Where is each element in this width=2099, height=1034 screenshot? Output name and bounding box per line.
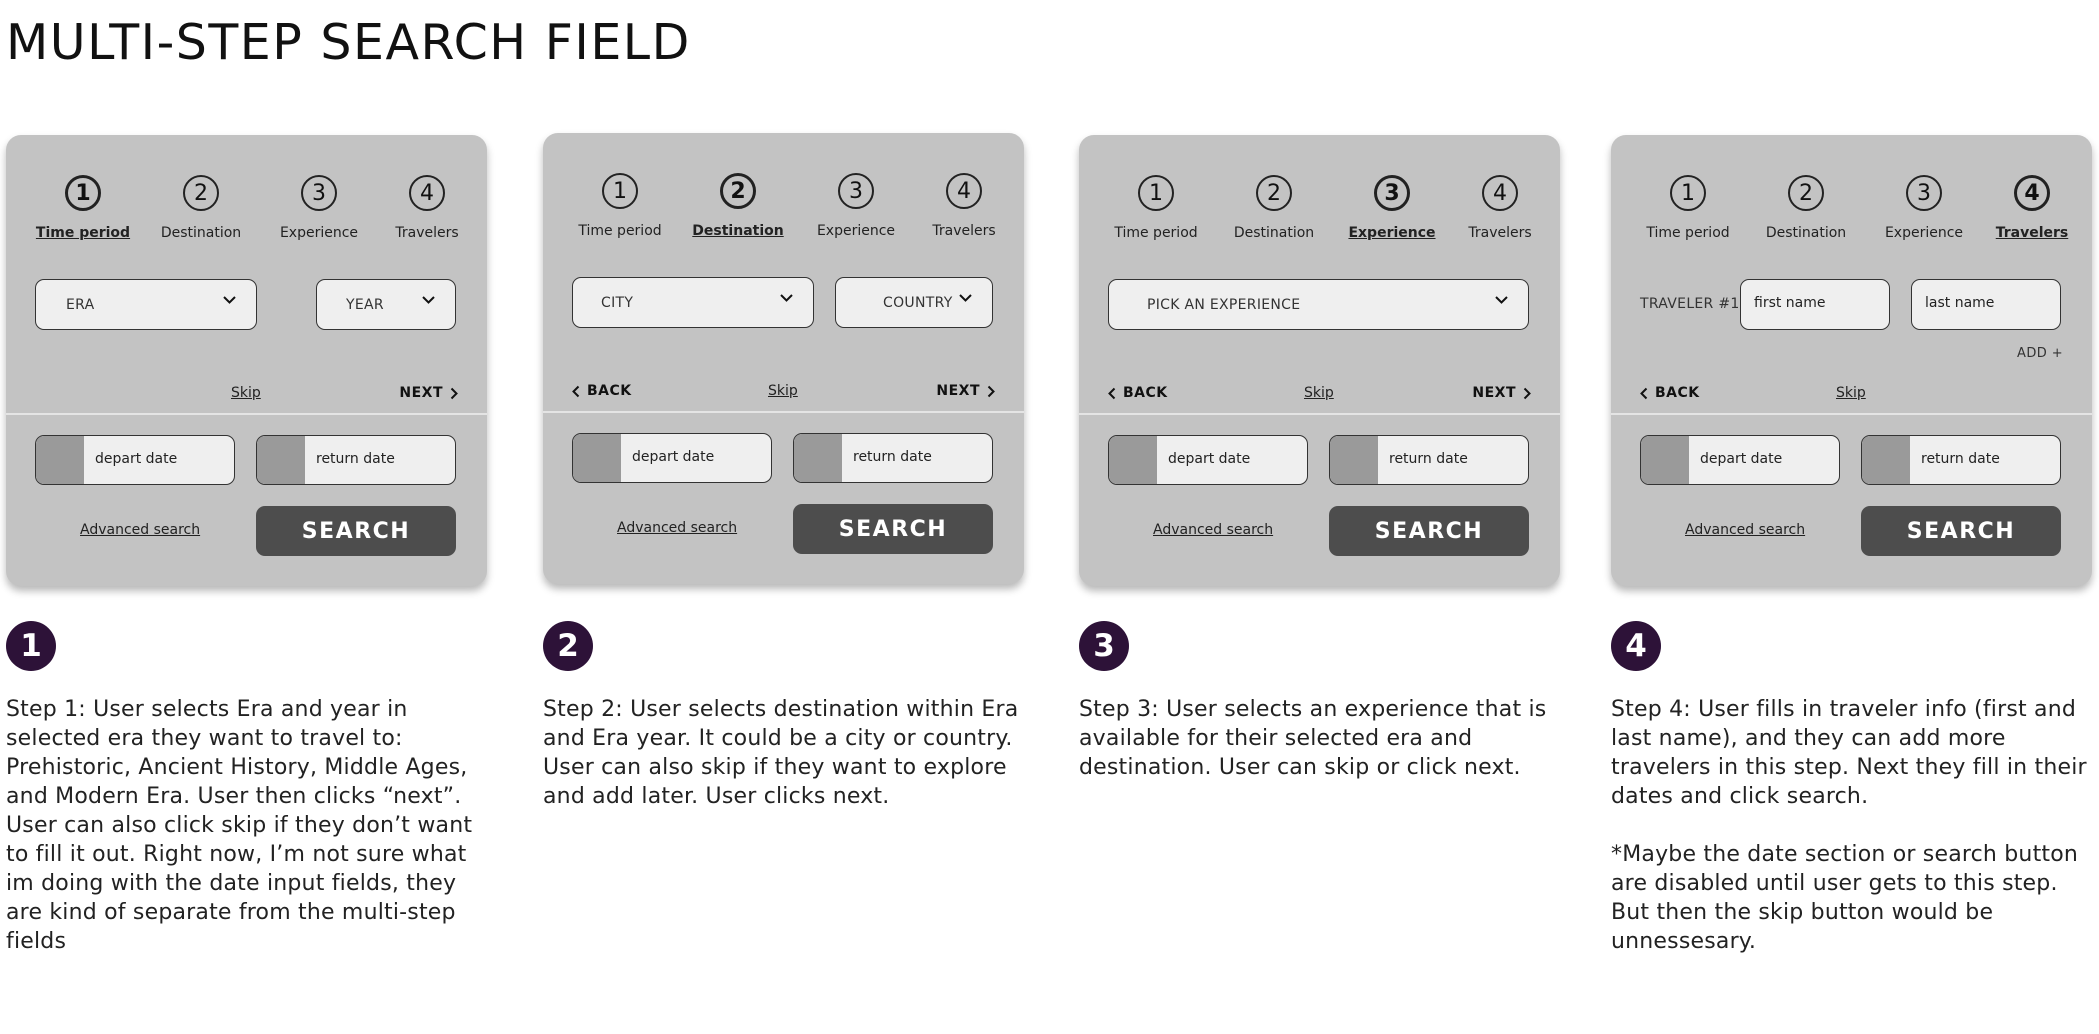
skip-link[interactable]: Skip (1836, 385, 1866, 401)
chevron-left-icon (572, 385, 580, 398)
step-number: 2 (183, 175, 219, 211)
page-title: MULTI-STEP SEARCH FIELD (6, 14, 691, 71)
city-select-value: CITY (601, 294, 634, 311)
skip-link[interactable]: Skip (231, 385, 261, 401)
step-number: 1 (602, 173, 638, 209)
step-number: 2 (1256, 175, 1292, 211)
depart-date-field[interactable] (572, 433, 772, 483)
step-label: Time period (578, 223, 662, 239)
step-label: Destination (1233, 225, 1315, 241)
next-button[interactable] (936, 383, 995, 399)
step-travelers[interactable] (1967, 175, 2097, 241)
chevron-down-icon (1495, 295, 1508, 305)
step-number: 1 (65, 175, 101, 211)
return-date-field[interactable] (256, 435, 456, 485)
step-number: 4 (1482, 175, 1518, 211)
advanced-search-link[interactable]: Advanced search (80, 522, 201, 538)
next-button[interactable] (1472, 385, 1531, 401)
year-select-value: YEAR (346, 296, 384, 313)
return-date-placeholder: return date (1389, 451, 1468, 467)
divider (1079, 413, 1560, 415)
step-label: Time period (35, 225, 131, 241)
step-label: Time period (1646, 225, 1730, 241)
step-label: Travelers (395, 225, 459, 241)
step-badge-4: 4 (1611, 621, 1661, 671)
calendar-swatch (257, 436, 305, 484)
next-label: NEXT (399, 385, 443, 401)
step-destination[interactable] (1741, 175, 1871, 241)
step-label: Travelers (932, 223, 996, 239)
search-card-step-1 (6, 135, 487, 586)
step-travelers[interactable] (1435, 175, 1565, 241)
back-label: BACK (587, 383, 632, 399)
era-select[interactable] (35, 279, 257, 330)
divider (6, 413, 487, 415)
calendar-swatch (1862, 436, 1910, 484)
step-badge-3: 3 (1079, 621, 1129, 671)
return-date-placeholder: return date (853, 449, 932, 465)
step-number: 4 (409, 175, 445, 211)
depart-date-placeholder: depart date (632, 449, 715, 465)
chevron-down-icon (422, 295, 435, 305)
search-button[interactable]: SEARCH (1329, 506, 1529, 556)
step-number: 1 (1670, 175, 1706, 211)
return-date-placeholder: return date (316, 451, 395, 467)
return-date-placeholder: return date (1921, 451, 2000, 467)
depart-date-placeholder: depart date (1700, 451, 1783, 467)
back-button[interactable] (1108, 385, 1168, 401)
step-label: Destination (692, 223, 784, 239)
last-name-placeholder: last name (1925, 295, 1995, 311)
calendar-swatch (1330, 436, 1378, 484)
step-label: Experience (279, 225, 359, 241)
next-button[interactable] (399, 385, 458, 401)
step-number: 2 (720, 173, 756, 209)
advanced-search-link[interactable]: Advanced search (1685, 522, 1806, 538)
country-select[interactable] (835, 277, 993, 328)
back-button[interactable] (572, 383, 632, 399)
chevron-down-icon (959, 293, 972, 303)
calendar-swatch (573, 434, 621, 482)
step-destination[interactable] (673, 173, 803, 239)
era-select-value: ERA (66, 296, 95, 313)
traveler-label: TRAVELER #1 (1640, 296, 1740, 312)
add-traveler-button[interactable]: ADD + (2017, 346, 2063, 361)
return-date-field[interactable] (793, 433, 993, 483)
country-select-value: COUNTRY (883, 294, 953, 311)
return-date-field[interactable] (1861, 435, 2061, 485)
return-date-field[interactable] (1329, 435, 1529, 485)
step-4-description (1611, 695, 2089, 956)
search-button[interactable]: SEARCH (793, 504, 993, 554)
step-number: 4 (946, 173, 982, 209)
experience-select[interactable] (1108, 279, 1529, 330)
chevron-down-icon (780, 293, 793, 303)
step-travelers[interactable] (899, 173, 1029, 239)
step-number: 3 (301, 175, 337, 211)
depart-date-field[interactable] (35, 435, 235, 485)
step-badge-1: 1 (6, 621, 56, 671)
step-travelers[interactable] (362, 175, 492, 241)
divider (1611, 413, 2092, 415)
step-number: 4 (2014, 175, 2050, 211)
step-number: 3 (838, 173, 874, 209)
step-2-description (543, 695, 1021, 811)
depart-date-field[interactable] (1108, 435, 1308, 485)
depart-date-field[interactable] (1640, 435, 1840, 485)
description-paragraph: Step 2: User selects destination within Era and Era year. It could be a city or country. User can also skip if they want to explore and add later. User clicks next. (543, 697, 1019, 809)
advanced-search-link[interactable]: Advanced search (1153, 522, 1274, 538)
step-time-period[interactable] (1623, 175, 1753, 241)
step-badge-2: 2 (543, 621, 593, 671)
step-destination[interactable] (1209, 175, 1339, 241)
step-time-period[interactable] (1091, 175, 1221, 241)
step-label: Experience (816, 223, 896, 239)
next-label: NEXT (1472, 385, 1516, 401)
chevron-left-icon (1640, 387, 1648, 400)
back-button[interactable] (1640, 385, 1700, 401)
step-label: Travelers (1995, 225, 2069, 241)
search-card-step-4 (1611, 135, 2092, 586)
step-time-period[interactable] (18, 175, 148, 241)
step-destination[interactable] (136, 175, 266, 241)
search-card-step-3 (1079, 135, 1560, 586)
divider (543, 411, 1024, 413)
step-label: Experience (1348, 225, 1436, 241)
chevron-right-icon (450, 387, 458, 400)
chevron-right-icon (1523, 387, 1531, 400)
first-name-placeholder: first name (1754, 295, 1826, 311)
depart-date-placeholder: depart date (1168, 451, 1251, 467)
step-label: Time period (1114, 225, 1198, 241)
step-3-description (1079, 695, 1557, 782)
skip-link[interactable]: Skip (768, 383, 798, 399)
search-card-step-2 (543, 133, 1024, 584)
description-paragraph: Step 1: User selects Era and year in selected era they want to travel to: Prehistoric, Ancient History, Middle Ages, and Modern Era. User then clicks “next”. User can also click skip if they don’t want to fill it out. Right now, I’m not sure what im doing with the date input fields, they are kind of separate from the multi-step fields (6, 697, 473, 954)
step-label: Destination (160, 225, 242, 241)
chevron-left-icon (1108, 387, 1116, 400)
step-label: Travelers (1468, 225, 1532, 241)
back-label: BACK (1655, 385, 1700, 401)
step-label: Destination (1765, 225, 1847, 241)
search-button[interactable]: SEARCH (256, 506, 456, 556)
chevron-right-icon (987, 385, 995, 398)
calendar-swatch (794, 434, 842, 482)
description-paragraph: Step 3: User selects an experience that is available for their selected era and destination. User can skip or click next. (1079, 697, 1547, 780)
step-number: 3 (1906, 175, 1942, 211)
experience-select-value: PICK AN EXPERIENCE (1147, 296, 1301, 313)
last-name-input[interactable] (1911, 279, 2061, 330)
advanced-search-link[interactable]: Advanced search (617, 520, 738, 536)
description-paragraph: Step 4: User fills in traveler info (first and last name), and they can add more travelers in this step. Next they fill in their dates and click search. (1611, 697, 2087, 809)
calendar-swatch (1641, 436, 1689, 484)
step-number: 3 (1374, 175, 1410, 211)
year-select[interactable] (316, 279, 456, 330)
back-label: BACK (1123, 385, 1168, 401)
step-1-description (6, 695, 484, 956)
description-note: *Maybe the date section or search button are disabled until user gets to this step. But then the skip button would be unnessesary. (1611, 842, 2079, 954)
search-button[interactable]: SEARCH (1861, 506, 2061, 556)
calendar-swatch (36, 436, 84, 484)
first-name-input[interactable] (1740, 279, 1890, 330)
step-number: 2 (1788, 175, 1824, 211)
skip-link[interactable]: Skip (1304, 385, 1334, 401)
step-time-period[interactable] (555, 173, 685, 239)
depart-date-placeholder: depart date (95, 451, 178, 467)
city-select[interactable] (572, 277, 814, 328)
next-label: NEXT (936, 383, 980, 399)
step-number: 1 (1138, 175, 1174, 211)
step-label: Experience (1884, 225, 1964, 241)
chevron-down-icon (223, 295, 236, 305)
calendar-swatch (1109, 436, 1157, 484)
